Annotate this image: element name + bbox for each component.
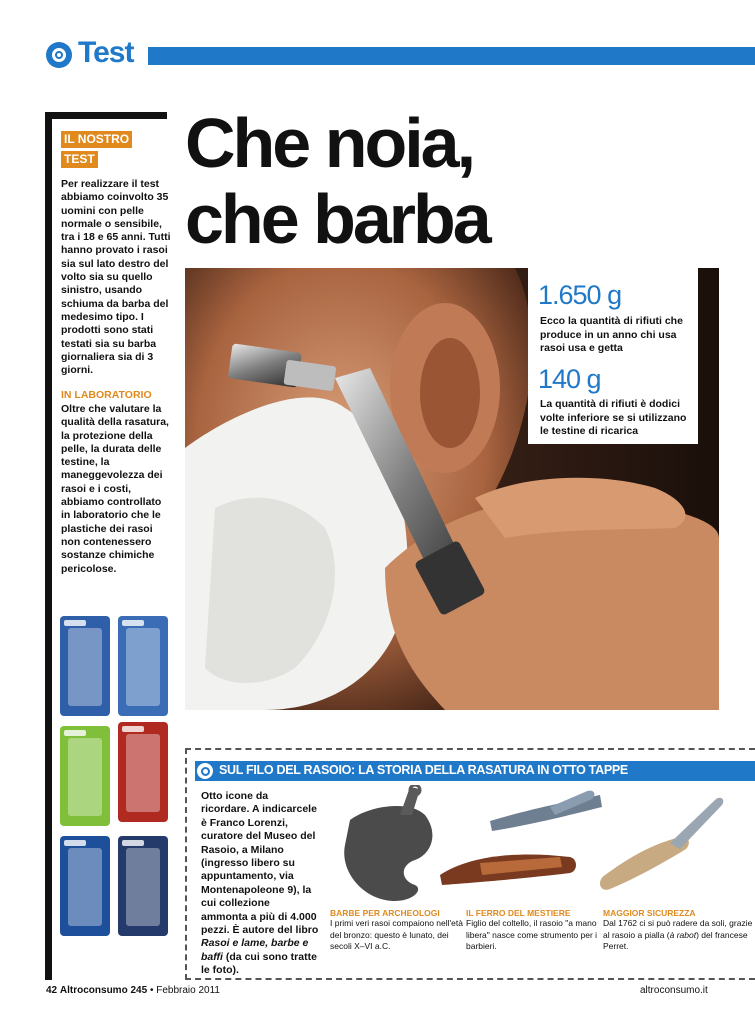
caption-3 [603, 908, 753, 953]
stat-value-2: 140 g [538, 364, 601, 394]
headline [185, 105, 489, 257]
razor-package-icon [60, 726, 110, 826]
caption-2 [466, 908, 600, 953]
headline-line-2: che barba [185, 180, 489, 258]
page-number: 42 [46, 985, 58, 996]
section-label: Test [78, 36, 134, 69]
target-icon [197, 763, 213, 779]
razor-package-icon [118, 836, 168, 936]
test-section-icon [46, 42, 72, 68]
caption-title-2: IL FERRO DEL MESTIERE [466, 908, 571, 918]
section-title: SUL FILO DEL RASOIO: LA STORIA DELLA RASATURA IN OTTO TAPPE [219, 763, 628, 777]
header-bar [148, 47, 755, 65]
lab-description: Oltre che valutare la qualità della rasatura, la protezione della pelle, la durata delle testine, la maneggevolezza dei rasoi e i costi, abbiamo controllato in laboratorio che le plastiche dei rasoi non contenessero sostanze chimiche pericolose. [61, 403, 169, 575]
section-border-left [185, 748, 187, 980]
section-border-top [185, 748, 755, 750]
caption-1 [330, 908, 464, 953]
sidebar-frame-vertical [45, 112, 52, 980]
razor-package-icon [60, 616, 110, 716]
sidebar-tag [61, 130, 151, 170]
caption-text-2: Figlio del coltello, il rasoio "a mano libera" nasce come strumento per i barbieri. [466, 918, 598, 951]
razor-history-images [330, 785, 755, 910]
section-intro: Otto icone da ricordare. A indicarcele è Franco Lorenzi, curatore del Museo del Rasoio, a Milano (ingresso libero su appuntamento, via Montenapoleone 9), la cui collezione ammonta a più di 4.000 pezzi. È autore del libro Rasoi e lame, barbe e baffi (da cui sono tratte le foto). [201, 790, 319, 977]
razor-package-icon [118, 616, 168, 716]
stats-box [528, 268, 698, 444]
headline-line-1: Che noia, [185, 104, 474, 182]
caption-text-3: Dal 1762 ci si può radere da soli, grazie al rasoio a pialla (à rabot) del francese Perret. [603, 918, 753, 951]
caption-title-3: MAGGIOR SICUREZZA [603, 908, 696, 918]
caption-text-1: I primi veri rasoi compaiono nell'età del bronzo: questo è lunato, dei secoli X–VI a.C. [330, 918, 463, 951]
magazine-name: Altroconsumo 245 [59, 985, 148, 996]
tag-line-2: TEST [61, 151, 98, 168]
caption-title-1: BARBE PER ARCHEOLOGI [330, 908, 440, 918]
tag-line-1: IL NOSTRO [61, 131, 132, 148]
footer-left [46, 985, 220, 996]
razor-package-icon [118, 722, 168, 822]
product-grid [58, 612, 173, 940]
stat-desc-1: Ecco la quantità di rifiuti che produce in un anno chi usa rasoi usa e getta [540, 315, 683, 354]
footer-website: altroconsumo.it [640, 985, 708, 996]
test-description: Per realizzare il test abbiamo coinvolto 35 uomini con pelle normale o sensibile, tra i 18 e 65 anni. Tutti hanno provato i rasoi sia sul lato destro del volto sia su quello sinistro, usando schiuma da barba del medesimo tipo. I prodotti sono stati testati sia su barba giornaliera sia di 3 giorni. [61, 178, 171, 377]
lab-title: IN LABORATORIO [61, 389, 152, 401]
stat-value-1: 1.650 g [538, 280, 622, 310]
section-border-bottom [185, 978, 755, 980]
stat-desc-2: La quantità di rifiuti è dodici volte inferiore se si utilizzano le testine di ricarica [540, 398, 687, 437]
razor-package-icon [60, 836, 110, 936]
issue-date: • Febbraio 2011 [149, 985, 220, 996]
sidebar-frame-horizontal [45, 112, 167, 119]
